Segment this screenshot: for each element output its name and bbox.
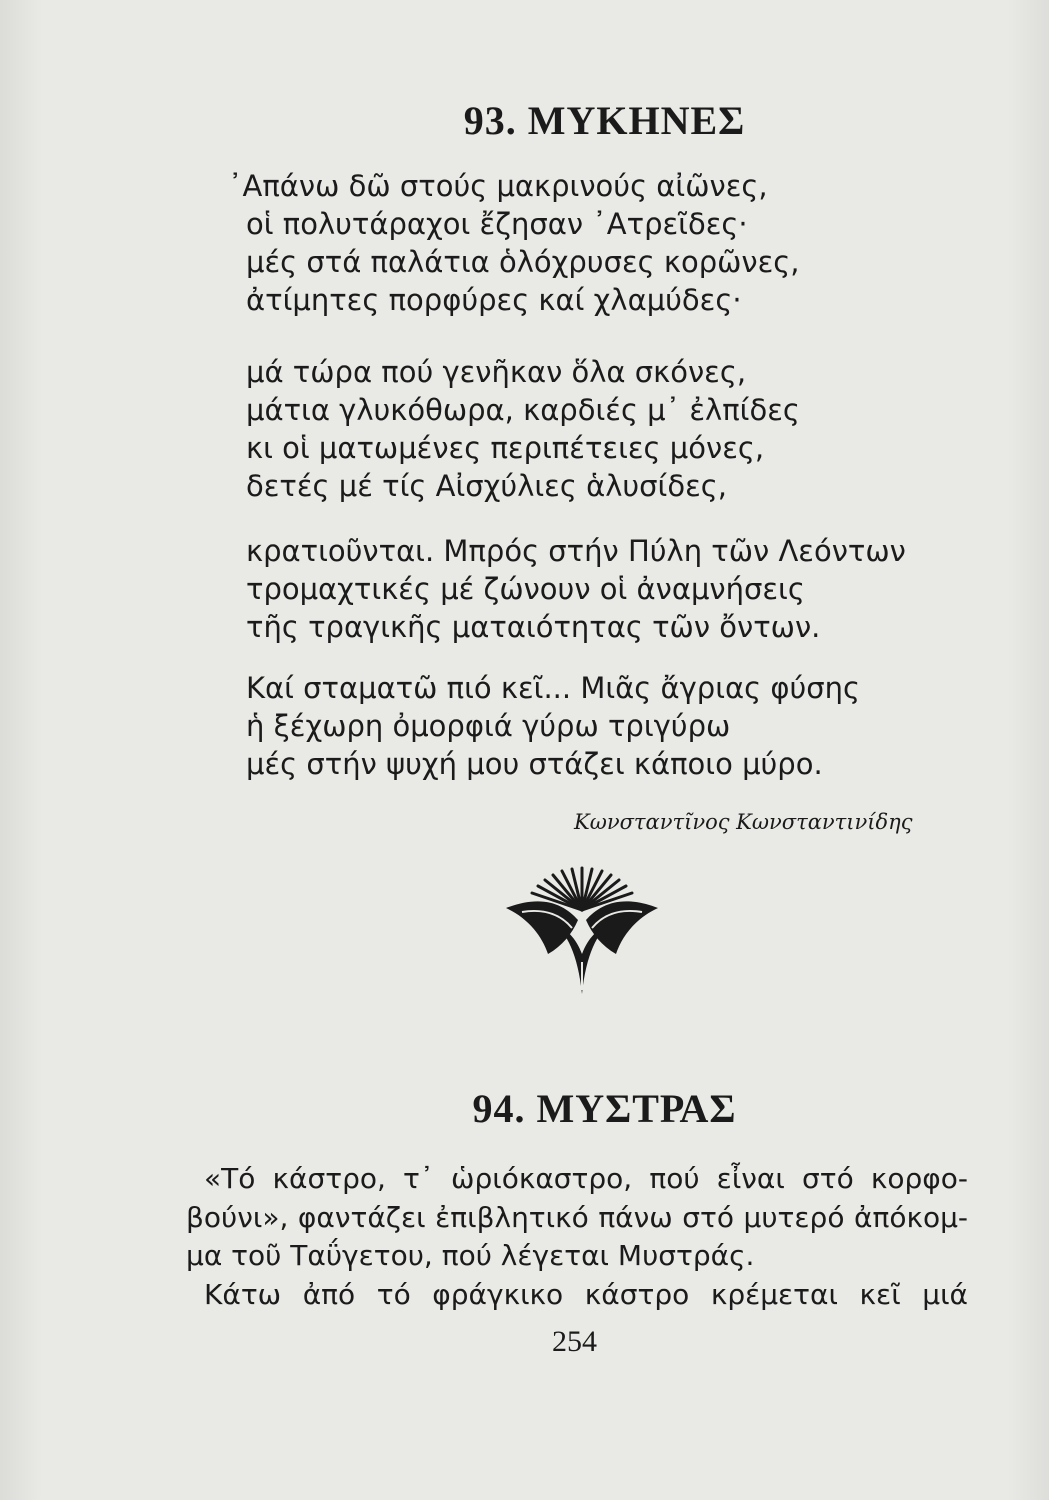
poem-line: ᾿Απάνω δῶ στούς μακρινούς αἰῶνες, — [228, 169, 768, 203]
body-paragraph — [186, 1160, 968, 1314]
poem-line: Καί σταματῶ πιό κεῖ... Μιᾶς ἄγριας φύσης — [246, 671, 861, 705]
poem-line: μά τώρα πού γενῆκαν ὅλα σκόνες, — [246, 355, 747, 389]
poem-stanza — [246, 532, 906, 646]
poem-line: μάτια γλυκόθωρα, καρδιές μ᾿ ἐλπίδες — [246, 393, 800, 427]
poem-stanza — [246, 669, 860, 783]
text-line: Κάτω ἀπό τό φράγκικο κάστρο κρέμεται κεῖ μιά — [204, 1277, 968, 1311]
poem-line: μές στήν ψυχή μου στάζει κάποιο μύρο. — [246, 747, 823, 781]
section-title-mykines: 93. ΜΥΚΗΝΕΣ — [463, 98, 746, 143]
poem-line: ἡ ξέχωρη ὀμορφιά γύρω τριγύρω — [246, 709, 731, 743]
poem-line: τῆς τραγικῆς ματαιότητας τῶν ὄντων. — [246, 610, 821, 644]
poem-line: οἱ πολυτάραχοι ἔζησαν ᾿Ατρεῖδες· — [246, 207, 748, 241]
poem-line: ἀτίμητες πορφύρες καί χλαμύδες· — [246, 283, 742, 317]
poem-line: δετές μέ τίς Αἰσχύλιες ἁλυσίδες, — [246, 469, 728, 503]
poem-line: τρομαχτικές μέ ζώνουν οἱ ἀναμνήσεις — [246, 572, 805, 606]
page-number: 254 — [552, 1325, 597, 1358]
poem-line: κρατιοῦνται. Μπρός στήν Πύλη τῶν Λεόντων — [246, 534, 906, 568]
poem-author: Κωνσταντῖνος Κωνσταντινίδης — [574, 810, 913, 834]
section-title-mystras: 94. ΜΥΣΤΡΑΣ — [472, 1086, 737, 1131]
text-line: βούνι», φαντάζει ἐπιβλητικό πάνω στό μυτερό ἀπόκομ- — [186, 1200, 968, 1234]
sunrise-leaves-ornament-icon — [502, 862, 662, 997]
text-line: μα τοῦ Ταΰγετου, πού λέγεται Μυστράς. — [186, 1239, 755, 1272]
poem-line: μές στά παλάτια ὁλόχρυσες κορῶνες, — [246, 245, 800, 279]
text-line: «Τό κάστρο, τ᾿ ὡριόκαστρο, πού εἶναι στό κορφο- — [204, 1162, 968, 1195]
poem-stanza — [228, 167, 800, 319]
poem-stanza — [246, 353, 800, 505]
poem-line: κι οἱ ματωμένες περιπέτειες μόνες, — [246, 431, 765, 465]
